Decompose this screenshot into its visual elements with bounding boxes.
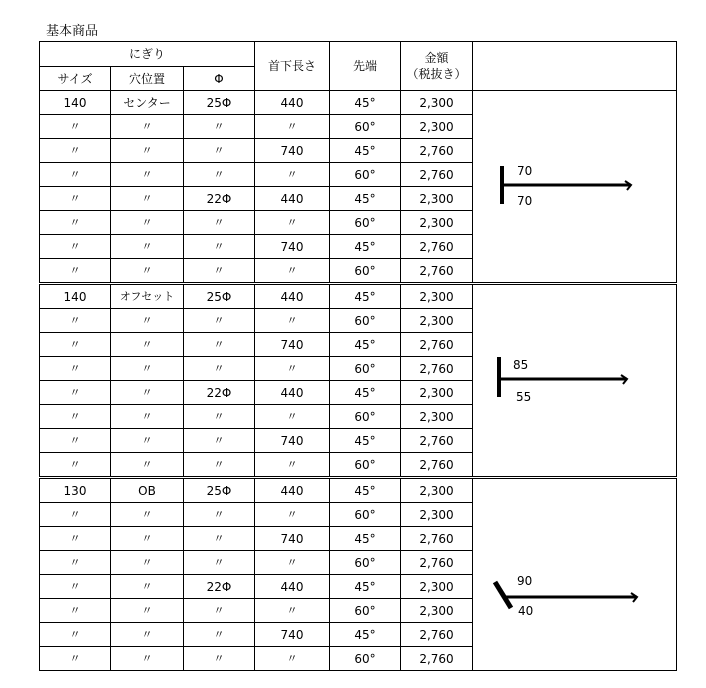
cell-tip: 60°: [330, 503, 401, 527]
cell-price: 2,300: [401, 91, 473, 115]
cell-neck-length: 740: [255, 333, 330, 357]
cell-size: 〃: [40, 405, 111, 429]
cell-hole-position: 〃: [111, 405, 184, 429]
cell-price: 2,300: [401, 575, 473, 599]
figure-cell: [473, 478, 677, 671]
cell-tip: 45°: [330, 381, 401, 405]
cell-neck-length: 〃: [255, 599, 330, 623]
header-price-line2: （税抜き）: [406, 67, 467, 81]
cell-size: 〃: [40, 503, 111, 527]
cell-tip: 60°: [330, 405, 401, 429]
cell-tip: 45°: [330, 429, 401, 453]
cell-price: 2,760: [401, 259, 473, 284]
cell-price: 2,760: [401, 357, 473, 381]
cell-tip: 60°: [330, 357, 401, 381]
cell-size: 〃: [40, 647, 111, 671]
cell-neck-length: 740: [255, 623, 330, 647]
cell-hole-position: 〃: [111, 333, 184, 357]
cell-tip: 45°: [330, 575, 401, 599]
table-body: [40, 91, 677, 671]
cell-phi: 〃: [184, 211, 255, 235]
cell-hole-position: オフセット: [111, 284, 184, 309]
cell-price: 2,760: [401, 429, 473, 453]
cell-hole-position: 〃: [111, 357, 184, 381]
cell-size: 130: [40, 478, 111, 503]
cell-phi: 〃: [184, 429, 255, 453]
cell-hole-position: 〃: [111, 453, 184, 478]
top-length-label: 70: [517, 164, 533, 178]
figure-cell: [473, 91, 677, 284]
cell-tip: 60°: [330, 453, 401, 478]
top-length-label: 90: [517, 574, 533, 588]
cell-hole-position: 〃: [111, 139, 184, 163]
table-row: [40, 284, 677, 309]
table-row: [40, 91, 677, 115]
nigiri-shape-diagram: [473, 91, 677, 283]
cell-phi: 22Φ: [184, 381, 255, 405]
cell-tip: 45°: [330, 187, 401, 211]
cell-price: 2,300: [401, 381, 473, 405]
cell-phi: 〃: [184, 259, 255, 284]
cell-size: 〃: [40, 527, 111, 551]
cell-size: 〃: [40, 333, 111, 357]
grip-bar: [495, 582, 511, 608]
header-tip: 先端: [330, 42, 401, 91]
header-size: サイズ: [40, 67, 111, 91]
cell-phi: 〃: [184, 623, 255, 647]
cell-size: 〃: [40, 309, 111, 333]
cell-neck-length: 〃: [255, 115, 330, 139]
cell-tip: 45°: [330, 623, 401, 647]
cell-tip: 60°: [330, 599, 401, 623]
cell-phi: 〃: [184, 405, 255, 429]
cell-neck-length: 〃: [255, 357, 330, 381]
cell-size: 〃: [40, 139, 111, 163]
cell-hole-position: 〃: [111, 259, 184, 284]
cell-phi: 25Φ: [184, 91, 255, 115]
cell-tip: 45°: [330, 333, 401, 357]
header-price-line1: 金額: [424, 51, 449, 65]
cell-tip: 45°: [330, 235, 401, 259]
nigiri-shape-diagram: [473, 285, 677, 477]
cell-neck-length: 440: [255, 575, 330, 599]
cell-neck-length: 740: [255, 139, 330, 163]
cell-neck-length: 440: [255, 91, 330, 115]
cell-phi: 〃: [184, 235, 255, 259]
cell-hole-position: OB: [111, 478, 184, 503]
cell-phi: 〃: [184, 309, 255, 333]
cell-phi: 〃: [184, 163, 255, 187]
cell-neck-length: 440: [255, 284, 330, 309]
cell-hole-position: センター: [111, 91, 184, 115]
cell-phi: 〃: [184, 527, 255, 551]
header-price: [401, 42, 473, 91]
cell-tip: 60°: [330, 211, 401, 235]
cell-neck-length: 〃: [255, 405, 330, 429]
cell-tip: 45°: [330, 527, 401, 551]
cell-hole-position: 〃: [111, 429, 184, 453]
cell-price: 2,300: [401, 115, 473, 139]
cell-hole-position: 〃: [111, 163, 184, 187]
cell-price: 2,300: [401, 309, 473, 333]
cell-neck-length: 〃: [255, 647, 330, 671]
header-figure: [473, 42, 677, 91]
cell-size: 〃: [40, 163, 111, 187]
cell-phi: 〃: [184, 357, 255, 381]
cell-hole-position: 〃: [111, 647, 184, 671]
cell-neck-length: 〃: [255, 211, 330, 235]
cell-price: 2,300: [401, 211, 473, 235]
cell-hole-position: 〃: [111, 187, 184, 211]
cell-tip: 45°: [330, 284, 401, 309]
cell-size: 〃: [40, 235, 111, 259]
cell-neck-length: 740: [255, 429, 330, 453]
cell-size: 〃: [40, 259, 111, 284]
cell-tip: 60°: [330, 551, 401, 575]
cell-price: 2,300: [401, 503, 473, 527]
cell-phi: 〃: [184, 551, 255, 575]
cell-price: 2,760: [401, 551, 473, 575]
cell-neck-length: 〃: [255, 503, 330, 527]
cell-size: 〃: [40, 551, 111, 575]
cell-size: 〃: [40, 357, 111, 381]
cell-price: 2,760: [401, 139, 473, 163]
cell-neck-length: 〃: [255, 453, 330, 478]
header-neck-length: 首下長さ: [255, 42, 330, 91]
product-table: [39, 41, 677, 671]
bottom-length-label: 70: [517, 194, 533, 208]
top-length-label: 85: [513, 358, 529, 372]
cell-price: 2,300: [401, 478, 473, 503]
cell-phi: 〃: [184, 599, 255, 623]
cell-size: 〃: [40, 599, 111, 623]
cell-tip: 60°: [330, 309, 401, 333]
header-hole-position: 穴位置: [111, 67, 184, 91]
cell-size: 〃: [40, 115, 111, 139]
cell-size: 〃: [40, 453, 111, 478]
cell-price: 2,760: [401, 527, 473, 551]
cell-phi: 22Φ: [184, 575, 255, 599]
cell-size: 140: [40, 284, 111, 309]
cell-phi: 25Φ: [184, 478, 255, 503]
cell-size: 〃: [40, 623, 111, 647]
cell-phi: 〃: [184, 453, 255, 478]
cell-price: 2,760: [401, 647, 473, 671]
cell-phi: 〃: [184, 139, 255, 163]
cell-phi: 〃: [184, 333, 255, 357]
cell-neck-length: 〃: [255, 309, 330, 333]
cell-neck-length: 440: [255, 187, 330, 211]
cell-phi: 22Φ: [184, 187, 255, 211]
cell-phi: 25Φ: [184, 284, 255, 309]
cell-neck-length: 〃: [255, 163, 330, 187]
cell-hole-position: 〃: [111, 551, 184, 575]
cell-size: 〃: [40, 211, 111, 235]
header-nigiri: にぎり: [40, 42, 255, 67]
bottom-length-label: 55: [516, 390, 532, 404]
cell-size: 〃: [40, 381, 111, 405]
cell-hole-position: 〃: [111, 527, 184, 551]
cell-neck-length: 740: [255, 235, 330, 259]
cell-price: 2,300: [401, 187, 473, 211]
page-title: 基本商品: [46, 24, 99, 39]
cell-hole-position: 〃: [111, 599, 184, 623]
cell-price: 2,300: [401, 405, 473, 429]
cell-neck-length: 440: [255, 478, 330, 503]
cell-price: 2,760: [401, 453, 473, 478]
header-phi: Φ: [184, 67, 255, 91]
cell-hole-position: 〃: [111, 575, 184, 599]
table-row: [40, 478, 677, 503]
cell-tip: 45°: [330, 478, 401, 503]
cell-tip: 45°: [330, 91, 401, 115]
cell-phi: 〃: [184, 503, 255, 527]
nigiri-shape-diagram: [473, 479, 677, 671]
cell-tip: 45°: [330, 139, 401, 163]
cell-hole-position: 〃: [111, 211, 184, 235]
cell-neck-length: 〃: [255, 259, 330, 284]
bottom-length-label: 40: [518, 604, 534, 618]
cell-tip: 60°: [330, 115, 401, 139]
cell-neck-length: 〃: [255, 551, 330, 575]
cell-price: 2,760: [401, 163, 473, 187]
cell-hole-position: 〃: [111, 309, 184, 333]
cell-price: 2,300: [401, 599, 473, 623]
cell-price: 2,760: [401, 235, 473, 259]
figure-cell: [473, 284, 677, 478]
cell-price: 2,300: [401, 284, 473, 309]
cell-size: 〃: [40, 429, 111, 453]
cell-size: 〃: [40, 575, 111, 599]
cell-size: 〃: [40, 187, 111, 211]
cell-hole-position: 〃: [111, 235, 184, 259]
cell-hole-position: 〃: [111, 115, 184, 139]
cell-phi: 〃: [184, 115, 255, 139]
cell-price: 2,760: [401, 623, 473, 647]
cell-hole-position: 〃: [111, 623, 184, 647]
cell-price: 2,760: [401, 333, 473, 357]
cell-tip: 60°: [330, 259, 401, 284]
cell-hole-position: 〃: [111, 503, 184, 527]
cell-tip: 60°: [330, 163, 401, 187]
cell-size: 140: [40, 91, 111, 115]
cell-tip: 60°: [330, 647, 401, 671]
cell-phi: 〃: [184, 647, 255, 671]
cell-neck-length: 440: [255, 381, 330, 405]
cell-neck-length: 740: [255, 527, 330, 551]
cell-hole-position: 〃: [111, 381, 184, 405]
